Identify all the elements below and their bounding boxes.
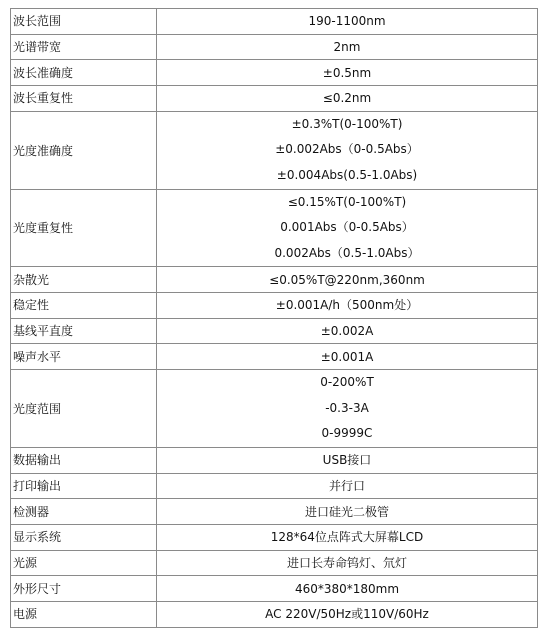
spec-value-line: ≤0.15%T(0-100%T)	[287, 194, 407, 209]
spec-label: 打印输出	[11, 473, 157, 499]
spec-label: 检测器	[11, 499, 157, 525]
spec-row	[11, 601, 538, 627]
spec-value: ±0.001A	[157, 344, 538, 370]
spec-value: 128*64位点阵式大屏幕LCD	[157, 524, 538, 550]
spec-value-line: 0-9999C	[321, 426, 373, 441]
spec-row	[11, 111, 538, 189]
spec-label: 波长范围	[11, 9, 157, 35]
spec-row	[11, 576, 538, 602]
spec-label: 稳定性	[11, 293, 157, 319]
spec-row	[11, 9, 538, 35]
spec-value	[157, 189, 538, 267]
spec-label: 光度准确度	[11, 111, 157, 189]
spec-label: 外形尺寸	[11, 576, 157, 602]
spec-label: 噪声水平	[11, 344, 157, 370]
spec-label: 光谱带宽	[11, 34, 157, 60]
spec-value: 进口长寿命钨灯、氘灯	[157, 550, 538, 576]
spec-value: AC 220V/50Hz或110V/60Hz	[157, 601, 538, 627]
spec-row	[11, 344, 538, 370]
spec-value: 190-1100nm	[157, 9, 538, 35]
spec-label: 显示系统	[11, 524, 157, 550]
spec-value-line: 0.002Abs（0.5-1.0Abs）	[274, 245, 420, 260]
spec-table	[10, 8, 538, 628]
spec-row	[11, 293, 538, 319]
spec-row	[11, 60, 538, 86]
spec-value: ≤0.05%T@220nm,360nm	[157, 267, 538, 293]
spec-value-line: 0.001Abs（0-0.5Abs）	[280, 220, 414, 235]
spec-value: 并行口	[157, 473, 538, 499]
spec-value: 2nm	[157, 34, 538, 60]
spec-value: 进口硅光二极管	[157, 499, 538, 525]
spec-value: ±0.001A/h（500nm处）	[157, 293, 538, 319]
spec-row	[11, 189, 538, 267]
spec-row	[11, 370, 538, 448]
spec-value	[157, 111, 538, 189]
spec-label: 基线平直度	[11, 318, 157, 344]
spec-value: ±0.5nm	[157, 60, 538, 86]
spec-label: 数据输出	[11, 447, 157, 473]
spec-value: ±0.002A	[157, 318, 538, 344]
spec-label: 光度范围	[11, 370, 157, 448]
spec-label: 杂散光	[11, 267, 157, 293]
spec-value-line: ±0.002Abs（0-0.5Abs）	[275, 142, 419, 157]
spec-value	[157, 370, 538, 448]
spec-row	[11, 34, 538, 60]
spec-row	[11, 267, 538, 293]
spec-row	[11, 524, 538, 550]
spec-label: 光度重复性	[11, 189, 157, 267]
spec-row	[11, 499, 538, 525]
spec-label: 波长准确度	[11, 60, 157, 86]
spec-value-line: ±0.3%T(0-100%T)	[291, 116, 403, 131]
spec-row	[11, 86, 538, 112]
spec-value: ≤0.2nm	[157, 86, 538, 112]
spec-label: 电源	[11, 601, 157, 627]
spec-label: 波长重复性	[11, 86, 157, 112]
spec-label: 光源	[11, 550, 157, 576]
spec-value: USB接口	[157, 447, 538, 473]
spec-value-line: -0.3-3A	[325, 400, 369, 415]
spec-value: 460*380*180mm	[157, 576, 538, 602]
spec-table-body	[11, 9, 538, 628]
spec-row	[11, 473, 538, 499]
spec-value-line: 0-200%T	[320, 375, 374, 390]
spec-row	[11, 447, 538, 473]
spec-value-line: ±0.004Abs(0.5-1.0Abs)	[276, 167, 418, 182]
spec-row	[11, 318, 538, 344]
spec-row	[11, 550, 538, 576]
